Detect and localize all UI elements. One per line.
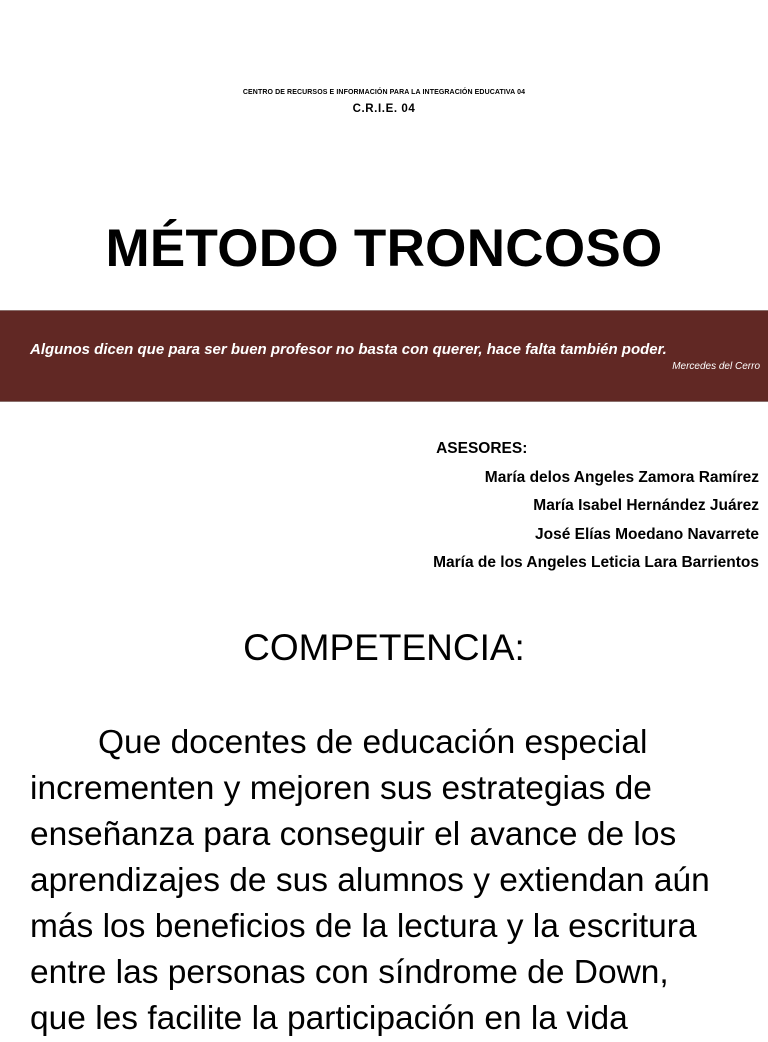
quote-author: Mercedes del Cerro (672, 361, 760, 372)
competencia-paragraph (30, 720, 760, 1042)
advisor-name: María de los Angeles Leticia Lara Barrientos (433, 554, 759, 571)
paragraph-line: incrementen y mejoren sus estrategias de (30, 770, 652, 807)
organization-name: CENTRO DE RECURSOS E INFORMACIÓN PARA LA INTEGRACIÓN EDUCATIVA 04 (242, 89, 526, 96)
advisors-heading: ASESORES: (436, 440, 528, 457)
advisor-name: María delos Angeles Zamora Ramírez (484, 468, 759, 486)
paragraph-line: Que docentes de educación especial (98, 724, 648, 761)
paragraph-line: que les facilite la participación en la vida (30, 1000, 628, 1037)
advisor-name: María Isabel Hernández Juárez (533, 497, 759, 514)
paragraph-line: enseñanza para conseguir el avance de los (30, 816, 677, 853)
paragraph-line: entre las personas con síndrome de Down, (30, 954, 669, 991)
organization-abbreviation: C.R.I.E. 04 (352, 103, 416, 115)
quote-band (0, 310, 768, 402)
quote-text: Algunos dicen que para ser buen profesor no basta con querer, hace falta también poder. (30, 341, 667, 358)
advisor-name: José Elías Moedano Navarrete (535, 525, 759, 543)
paragraph-line: aprendizajes de sus alumnos y extiendan aún (30, 862, 710, 899)
page-title: MÉTODO TRONCOSO (105, 219, 663, 278)
paragraph-line: más los beneficios de la lectura y la escritura (30, 908, 697, 945)
advisors-block (433, 435, 759, 578)
competencia-heading: COMPETENCIA: (243, 627, 525, 668)
